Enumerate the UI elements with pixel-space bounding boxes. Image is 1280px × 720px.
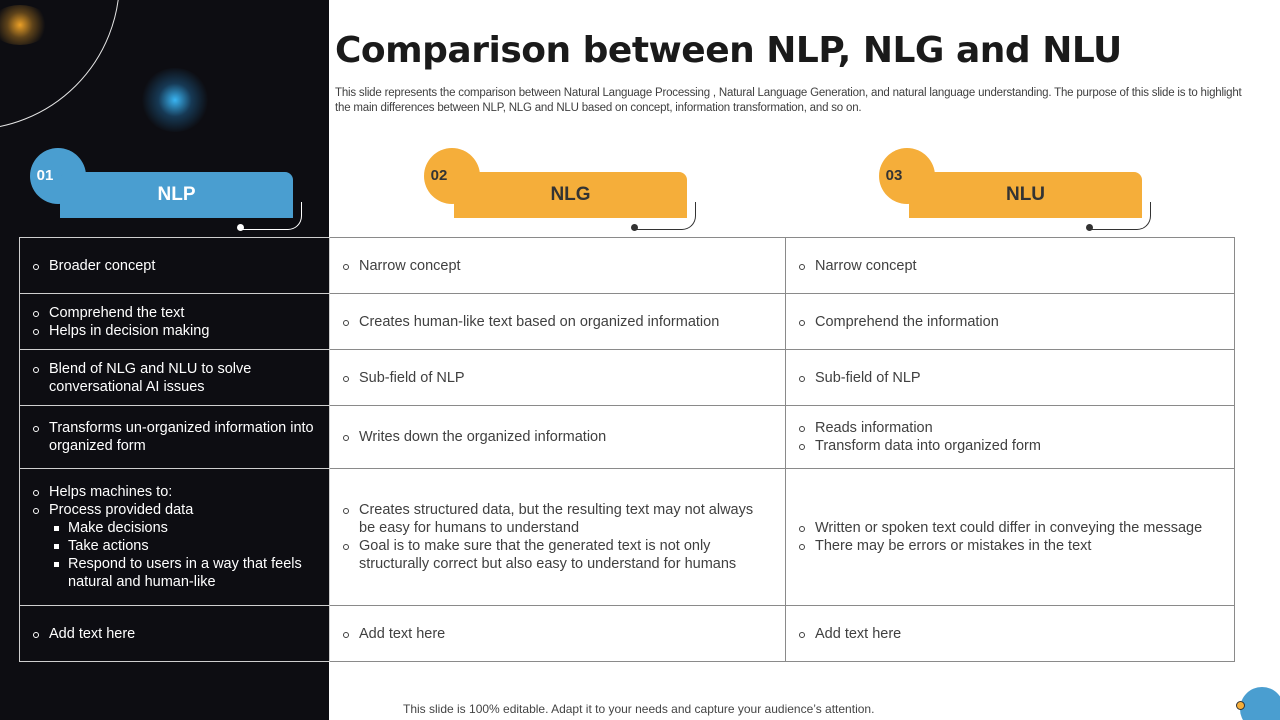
list-item: Add text here	[32, 625, 315, 643]
list-item: Add text here	[342, 625, 771, 643]
nlp-column-header	[30, 148, 310, 232]
list-item: Comprehend the text	[32, 304, 315, 322]
nlu-cell	[786, 406, 1235, 469]
list-item: Broader concept	[32, 257, 315, 275]
nlg-number: 02	[430, 167, 448, 184]
nlp-cell	[20, 238, 330, 294]
nlg-connector-dot	[631, 224, 638, 231]
nlg-column-header	[424, 148, 704, 232]
nlp-cell	[20, 350, 330, 406]
nlg-cell	[330, 606, 786, 662]
table-row	[20, 406, 1235, 469]
table-row	[20, 294, 1235, 350]
list-item: Comprehend the information	[798, 313, 1220, 331]
list-item: Blend of NLG and NLU to solve conversational AI issues	[32, 360, 315, 396]
nlg-cell	[330, 350, 786, 406]
table-row	[20, 469, 1235, 606]
nlu-cell	[786, 350, 1235, 406]
slide-subtitle: This slide represents the comparison between Natural Language Processing , Natural Language Generation, and natural language understanding. The purpose of this slide is to highlight the main differences between NLP, NLG and NLU based on concept, information transformation, and so on.	[335, 87, 1242, 114]
list-item: Add text here	[798, 625, 1220, 643]
blue-glow-decoration	[140, 68, 210, 132]
nlp-cell	[20, 406, 330, 469]
list-item: Sub-field of NLP	[342, 369, 771, 387]
comparison-table	[19, 237, 1235, 662]
nlg-cell	[330, 294, 786, 350]
table-row	[20, 350, 1235, 406]
list-item: Helps machines to:	[32, 483, 315, 501]
nlu-label: NLU	[909, 172, 1142, 218]
arc-decoration	[0, 0, 120, 130]
nlg-label: NLG	[454, 172, 687, 218]
nlu-column-header	[879, 148, 1159, 232]
list-item: Transforms un-organized information into organized form	[32, 419, 315, 455]
table-row	[20, 606, 1235, 662]
list-item: Goal is to make sure that the generated text is not only structurally correct but also easy to understand for humans	[342, 537, 771, 573]
corner-decoration	[1240, 687, 1280, 720]
nlu-cell	[786, 238, 1235, 294]
nlu-connector-dot	[1086, 224, 1093, 231]
list-item: Narrow concept	[342, 257, 771, 275]
footer-note: This slide is 100% editable. Adapt it to your needs and capture your audience’s attention.	[403, 702, 875, 716]
nlg-cell	[330, 406, 786, 469]
nlp-cell	[20, 606, 330, 662]
list-item: Creates structured data, but the resulting text may not always be easy for humans to understand	[342, 501, 771, 537]
list-item: Narrow concept	[798, 257, 1220, 275]
nlu-cell	[786, 469, 1235, 606]
nlp-number: 01	[36, 167, 54, 184]
slide-title: Comparison between NLP, NLG and NLU	[335, 30, 1122, 71]
list-item: Sub-field of NLP	[798, 369, 1220, 387]
list-item: There may be errors or mistakes in the text	[798, 537, 1220, 555]
nlg-cell	[330, 469, 786, 606]
nlg-cell	[330, 238, 786, 294]
table-row	[20, 238, 1235, 294]
sub-list-item: Take actions	[32, 537, 315, 555]
list-item: Reads information	[798, 419, 1220, 437]
nlp-cell	[20, 294, 330, 350]
list-item: Process provided data	[32, 501, 315, 519]
list-item: Written or spoken text could differ in conveying the message	[798, 519, 1220, 537]
list-item: Creates human-like text based on organized information	[342, 313, 771, 331]
list-item: Writes down the organized information	[342, 428, 771, 446]
list-item: Transform data into organized form	[798, 437, 1220, 455]
corner-dot-decoration	[1236, 701, 1245, 710]
nlu-cell	[786, 606, 1235, 662]
nlp-label: NLP	[60, 172, 293, 218]
list-item: Helps in decision making	[32, 322, 315, 340]
sub-list-item: Make decisions	[32, 519, 315, 537]
nlu-number: 03	[885, 167, 903, 184]
nlp-cell	[20, 469, 330, 606]
sub-list-item: Respond to users in a way that feels natural and human-like	[32, 555, 315, 591]
nlp-connector-dot	[237, 224, 244, 231]
nlu-cell	[786, 294, 1235, 350]
